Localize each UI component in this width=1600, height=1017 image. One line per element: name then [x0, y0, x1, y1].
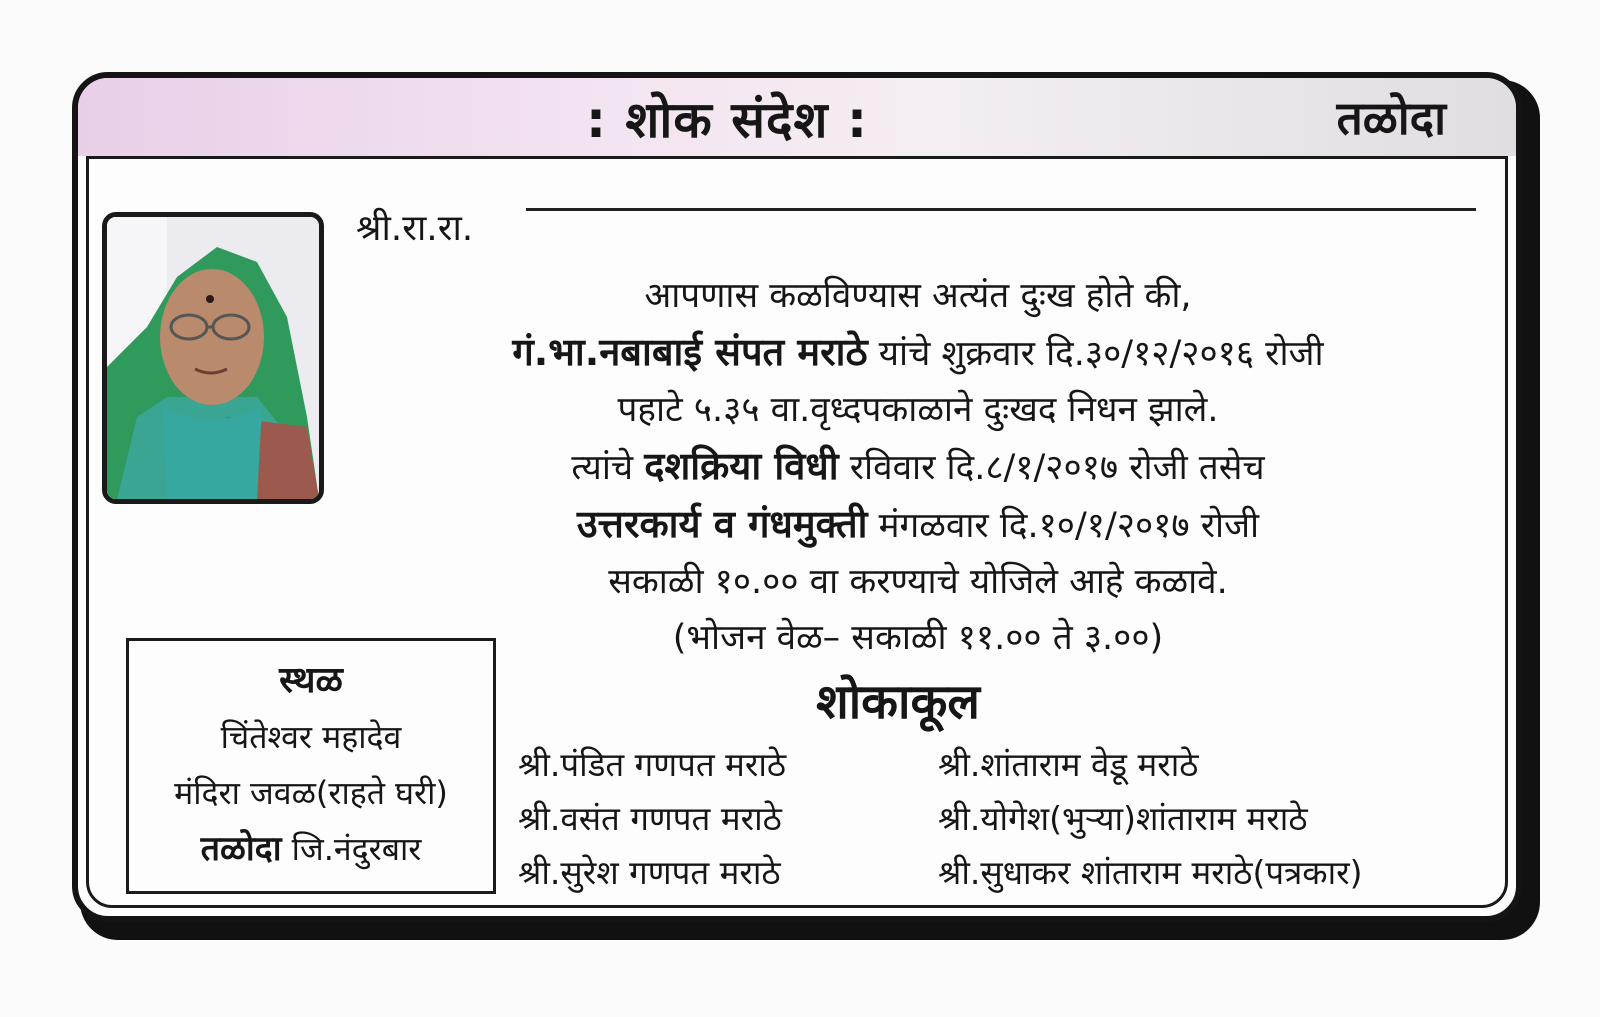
header-place: तळोदा — [1336, 91, 1446, 145]
message-line-3: पहाटे ५.३५ वा.वृध्दपकाळाने दुःखद निधन झाले. — [617, 390, 1219, 430]
message-line-2: गं.भा.नबाबाई संपत मराठे यांचे शुक्रवार दि.३०/१२/२०१६ रोजी — [512, 330, 1324, 374]
ritual-2: उत्तरकार्य व गंधमुक्ती — [576, 502, 868, 546]
portrait-illustration — [107, 217, 319, 499]
mourners-list — [518, 738, 1498, 900]
mourner-item: श्री.सुधाकर शांताराम मराठे(पत्रकार) — [938, 853, 1363, 892]
header-band — [78, 78, 1516, 156]
mourner-item: श्री.वसंत गणपत मराठे — [518, 799, 782, 838]
message-line-1: आपणास कळविण्यास अत्यंत दुःख होते की, — [644, 276, 1192, 316]
mourner-item: श्री.सुरेश गणपत मराठे — [518, 853, 781, 892]
deceased-photo — [102, 212, 324, 504]
mourner-item: श्री.योगेश(भुऱ्या)शांताराम मराठे — [938, 799, 1308, 838]
mourners-right-column — [938, 738, 1498, 900]
mourners-title: शोकाकूल — [816, 674, 980, 730]
mourners-left-column — [518, 738, 938, 900]
venue-line-3: तळोदा जि.नंदुरबार — [200, 829, 422, 869]
venue-box — [126, 638, 496, 894]
venue-line-2: मंदिरा जवळ(राहते घरी) — [174, 774, 448, 812]
venue-title: स्थळ — [279, 660, 343, 701]
message-line-4: त्यांचे दशक्रिया विधी रविवार दि.८/१/२०१७ रोजी तसेच — [571, 444, 1265, 488]
deceased-name: गं.भा.नबाबाई संपत मराठे — [512, 330, 868, 374]
salutation: श्री.रा.रा. — [356, 208, 474, 249]
venue-line-1: चिंतेश्वर महादेव — [220, 718, 402, 756]
ritual-1: दशक्रिया विधी — [644, 444, 839, 488]
message-line-7: (भोजन वेळ– सकाळी ११.०० ते ३.००) — [672, 618, 1164, 658]
header-title: : शोक संदेश : — [586, 91, 868, 149]
salutation-line — [526, 208, 1476, 211]
message-line-5: उत्तरकार्य व गंधमुक्ती मंगळवार दि.१०/१/२०१७ रोजी — [576, 502, 1260, 546]
mourner-item: श्री.पंडित गणपत मराठे — [518, 745, 787, 784]
message-line-6: सकाळी १०.०० वा करण्याचे योजिले आहे कळावे. — [608, 562, 1228, 602]
obituary-card — [72, 72, 1522, 922]
mourner-item: श्री.शांताराम वेडू मराठे — [938, 745, 1199, 784]
message-body — [328, 268, 1508, 666]
